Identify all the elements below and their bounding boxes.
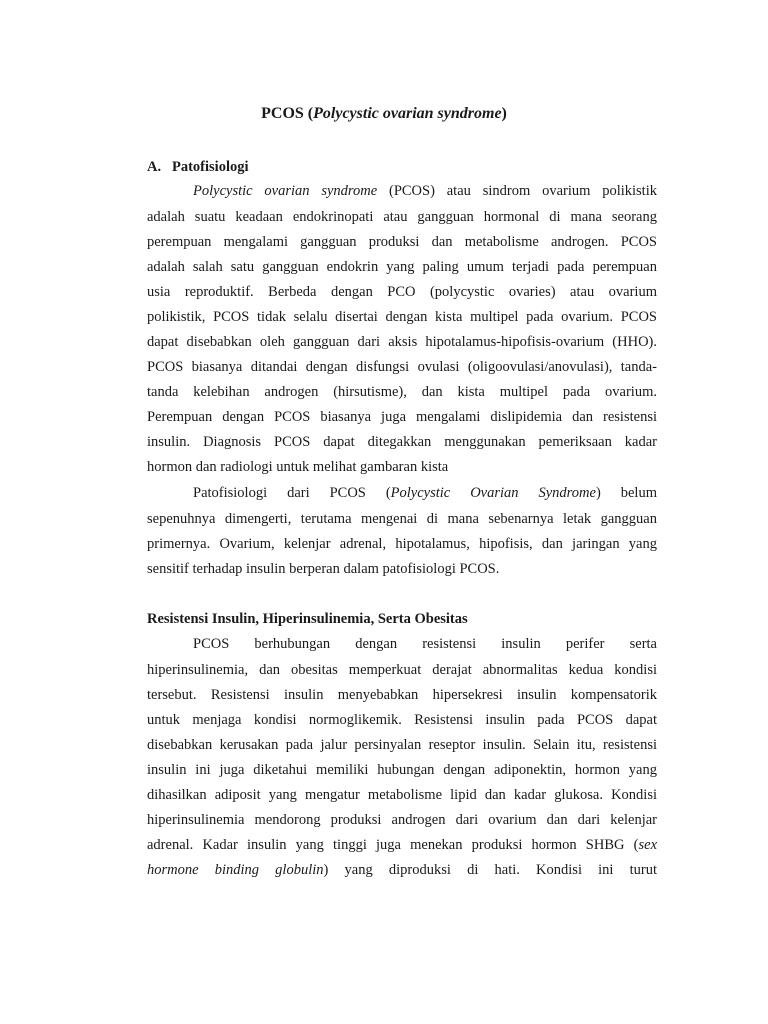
paragraph-line xyxy=(193,483,657,503)
paragraph-line: polikistik, PCOS tidak selalu disertai dengan kista multipel pada ovarium. PCOS xyxy=(147,309,657,325)
paragraph-line: disebabkan kerusakan pada jalur persinyalan reseptor insulin. Selain itu, resistensi xyxy=(147,737,657,753)
paragraph-line: usia reproduktif. Berbeda dengan PCO (polycystic ovaries) atau ovarium xyxy=(147,284,657,300)
title-suffix: ) xyxy=(501,105,507,122)
title-italic: Polycystic ovarian syndrome xyxy=(313,105,502,122)
paragraph-line: PCOS berhubungan dengan resistensi insulin perifer serta xyxy=(193,636,657,652)
paragraph-line: sensitif terhadap insulin berperan dalam patofisiologi PCOS. xyxy=(147,561,500,577)
paragraph-line: adalah salah satu gangguan endokrin yang paling umum terjadi pada perempuan xyxy=(147,259,657,275)
paragraph-line: untuk menjaga kondisi normoglikemik. Resistensi insulin pada PCOS dapat xyxy=(147,712,657,728)
paragraph-line: hormon dan radiologi untuk melihat gambaran kista xyxy=(147,459,449,475)
line-text: adrenal. Kadar insulin yang tinggi juga menekan produksi hormon SHBG ( xyxy=(147,837,639,853)
paragraph-line: dihasilkan adiposit yang mengatur metabolisme lipid dan kadar glukosa. Kondisi xyxy=(147,787,657,803)
subheading-resistensi-insulin: Resistensi Insulin, Hiperinsulinemia, Serta Obesitas xyxy=(147,611,468,627)
paragraph-line: tanda kelebihan androgen (hirsutisme), dan kista multipel pada ovarium. xyxy=(147,384,657,400)
paragraph-line: dapat disebabkan oleh gangguan dari aksis hipotalamus-hipofisis-ovarium (HHO). xyxy=(147,334,657,350)
paragraph-line: PCOS biasanya ditandai dengan disfungsi ovulasi (oligoovulasi/anovulasi), tanda- xyxy=(147,359,657,375)
paragraph-line xyxy=(147,860,657,880)
paragraph-line: insulin. Diagnosis PCOS dapat ditegakkan menggunakan pemeriksaan kadar xyxy=(147,434,657,450)
italic-term: hormone binding globulin xyxy=(147,862,324,878)
paragraph-line: insulin ini juga diketahui memiliki hubungan dengan adiponektin, hormon yang xyxy=(147,762,657,778)
paragraph-line: hiperinsulinemia mendorong produksi androgen dari ovarium dan dari kelenjar xyxy=(147,812,657,828)
paragraph-line: hiperinsulinemia, dan obesitas memperkuat derajat abnormalitas kedua kondisi xyxy=(147,662,657,678)
section-heading-text: Patofisiologi xyxy=(172,159,249,175)
line-text: ) yang diproduksi di hati. Kondisi ini turut xyxy=(323,862,657,878)
section-heading-patofisiologi xyxy=(147,157,249,177)
paragraph-line xyxy=(193,181,657,201)
paragraph-line: primernya. Ovarium, kelenjar adrenal, hipotalamus, hipofisis, dan jaringan yang xyxy=(147,536,657,552)
paragraph-line: sepenuhnya dimengerti, terutama mengenai di mana sebenarnya letak gangguan xyxy=(147,511,657,527)
paragraph-line: tersebut. Resistensi insulin menyebabkan hipersekresi insulin kompensatorik xyxy=(147,687,657,703)
paragraph-line: Perempuan dengan PCOS biasanya juga mengalami dislipidemia dan resistensi xyxy=(147,409,657,425)
paragraph-line xyxy=(147,835,657,855)
line-text: Patofisiologi dari PCOS ( xyxy=(193,485,391,501)
paragraph-line: adalah suatu keadaan endokrinopati atau gangguan hormonal di mana seorang xyxy=(147,209,657,225)
title-prefix: PCOS ( xyxy=(261,105,314,122)
italic-term: sex xyxy=(638,837,657,853)
italic-term: Polycystic Ovarian Syndrome xyxy=(390,485,596,501)
italic-term: Polycystic ovarian syndrome xyxy=(193,183,378,199)
paragraph-line: perempuan mengalami gangguan produksi dan metabolisme androgen. PCOS xyxy=(147,234,657,250)
section-number: A. xyxy=(147,159,162,175)
page-title xyxy=(0,103,768,125)
line-text: ) belum xyxy=(595,485,657,501)
line-text: (PCOS) atau sindrom ovarium polikistik xyxy=(377,183,657,199)
